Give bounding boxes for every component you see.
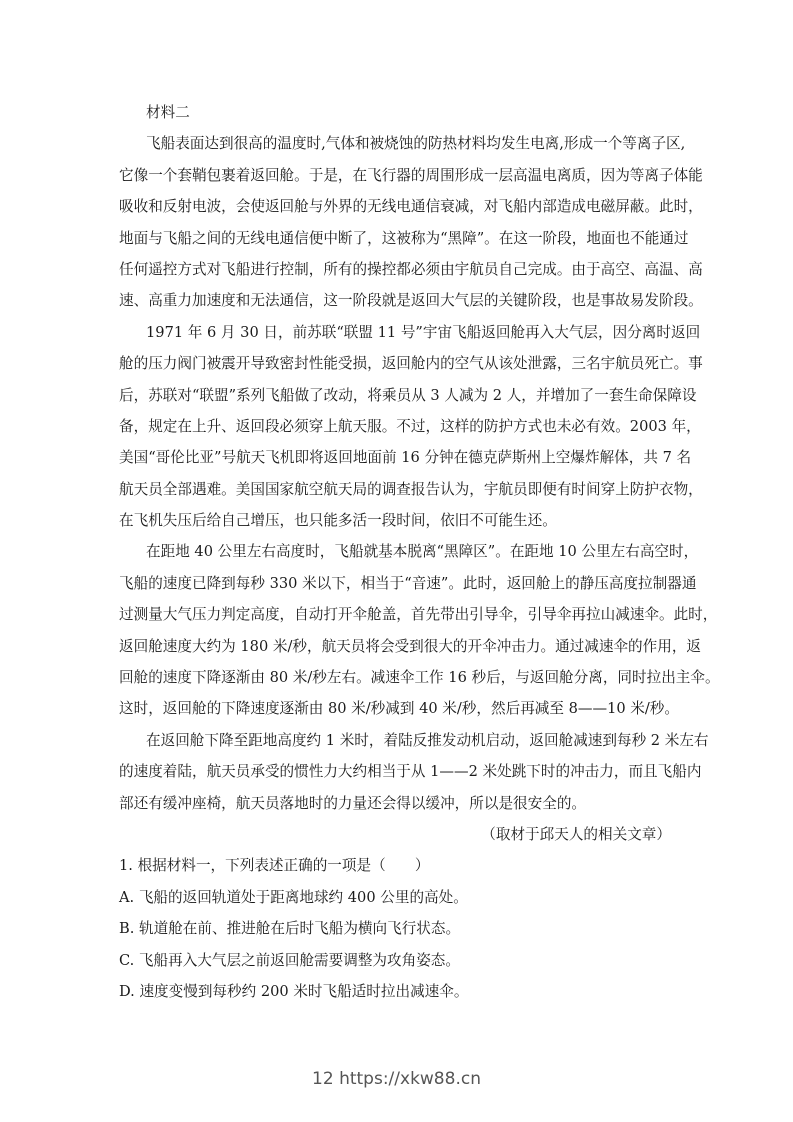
paragraph-line: 它像一个套鞘包裹着返回舱。于是，在飞行器的周围形成一层高温电离质，因为等离子体能 [119, 166, 703, 184]
section-heading: 材料二 [146, 104, 190, 121]
paragraph-line: 备，规定在上升、返回段必须穿上航天服。不过，这样的防护方式也未必有效。2003 年， [119, 417, 701, 435]
paragraph-line: 在距地 40 公里左右高度时，飞船就基本脱离“黑障区”。在距地 10 公里左右高空时， [146, 543, 699, 561]
paragraph-line: 回舱的速度下降逐渐由 80 米/秒左右。减速伞工作 16 秒后，与返回舱分离，同时拉出主伞。 [119, 669, 720, 687]
answer-option: D. 速度变慢到每秒约 200 米时飞船适时拉出减速伞。 [119, 983, 469, 1001]
paragraph-line: 舱的压力阀门被震开导致密封性能受损，返回舱内的空气从该处泄露，三名宇航员死亡。事 [119, 355, 703, 373]
paragraph-line: 吸收和反射电波，会使返回舱与外界的无线电通信衰减，对飞船内部造成电磁屏蔽。此时， [119, 198, 703, 216]
question-stem: 1. 根据材料一，下列表述正确的一项是（ ） [119, 857, 430, 875]
paragraph-line: 部还有缓冲座椅，航天员落地时的力量还会得以缓冲，所以是很安全的。 [119, 794, 587, 812]
paragraph-line: 地面与飞船之间的无线电通信便中断了，这被称为“黑障”。在这一阶段，地面也不能通过 [119, 229, 689, 247]
paragraph-line: 过测量大气压力判定高度，自动打开伞舱盖，首先带出引导伞，引导伞再拉山减速伞。此时， [119, 606, 718, 624]
paragraph-line: 的速度着陆，航天员承受的惯性力大约相当于从 1——2 米处跳下时的冲击力，而且飞船内 [119, 763, 702, 781]
page-footer: 12 https://xkw88.cn [312, 1069, 481, 1089]
paragraph-line: 任何遥控方式对飞船进行控制，所有的操控都必须由宇航员自己完成。由于高空、高温、高 [119, 260, 703, 278]
paragraph-line: 飞船的速度已降到每秒 330 米以下，相当于“音速”。此时，返回舱上的静压高度拉制器通 [119, 574, 697, 592]
paragraph-line: 1971 年 6 月 30 日，前苏联“联盟 11 号”宇宙飞船返回舱再入大气层，因分离时返回 [146, 323, 701, 341]
paragraph-line: 航天员全部遇难。美国国家航空航天局的调查报告认为，宇航员即便有时间穿上防护衣物， [119, 480, 703, 498]
paragraph-line: 在返回舱下降至距地高度约 1 米时，着陆反推发动机启动，返回舱减速到每秒 2 米左右 [146, 731, 709, 749]
paragraph-line: 速、高重力加速度和无法通信，这一阶段就是返回大气层的关键阶段，也是事故易发阶段。 [119, 292, 703, 310]
source-citation: （取材于邱天人的相关文章） [481, 825, 671, 843]
paragraph-line: 这时，返回舱的下降速度逐渐由 80 米/秒减到 40 米/秒，然后再减至 8——10 米/秒。 [119, 700, 679, 718]
paragraph-line: 在飞机失压后给自己增压，也只能多活一段时间，依旧不可能生还。 [119, 512, 557, 530]
answer-option: C. 飞船再入大气层之前返回舱需要调整为攻角姿态。 [119, 951, 460, 969]
paragraph-line: 美国“哥伦比亚”号航天飞机即将返回地面前 16 分钟在德克萨斯州上空爆炸解体，共 7 名 [119, 449, 692, 467]
paragraph-line: 飞船表面达到很高的温度时,气体和被烧蚀的防热材料均发生电离,形成一个等离子区, [146, 135, 686, 153]
answer-option: A. 飞船的返回轨道处于距离地球约 400 公里的高处。 [119, 888, 468, 906]
answer-option: B. 轨道舱在前、推进舱在后时飞船为横向飞行状态。 [119, 920, 461, 938]
paragraph-line: 返回舱速度大约为 180 米/秒，航天员将会受到很大的开伞冲击力。通过减速伞的作用，返 [119, 637, 702, 655]
paragraph-line: 后，苏联对“联盟”系列飞船做了改动，将乘员从 3 人减为 2 人，并增加了一套生命保障设 [119, 386, 697, 404]
document-page [119, 103, 720, 1014]
